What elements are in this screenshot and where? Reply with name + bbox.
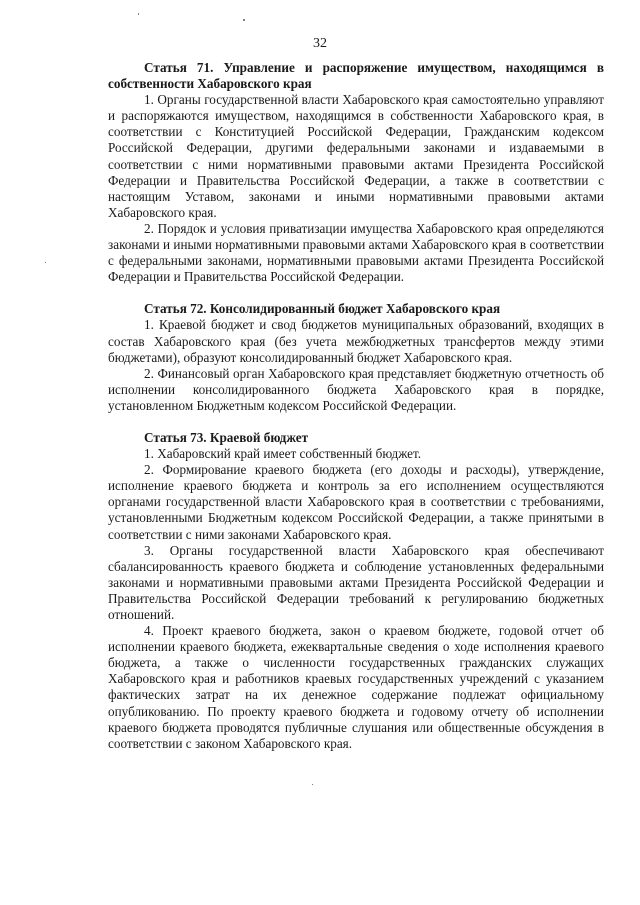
- article-73: [108, 430, 604, 752]
- paragraph: 1. Краевой бюджет и свод бюджетов муниципальных образований, входящих в состав Хабаровского края (без учета межбюджетных трансфертов между этими бюджетами), образуют консолидированный бюджет Хабаровского края.: [108, 317, 604, 365]
- article-71: [108, 60, 604, 285]
- paragraph: 4. Проект краевого бюджета, закон о краевом бюджете, годовой отчет об исполнении краевого бюджета, ежеквартальные сведения о ходе исполнения краевого бюджета, а также о численности государственных гражданских служащих Хабаровского края и работников краевых государственных учреждений с указанием фактических затрат на их денежное содержание подлежат официальному опубликованию. По проекту краевого бюджета и годовому отчету об исполнении краевого бюджета проводятся публичные слушания или общественные обсуждения в соответствии с законом Хабаровского края.: [108, 623, 604, 751]
- page-number: 32: [313, 36, 327, 51]
- paragraph: 1. Хабаровский край имеет собственный бюджет.: [144, 446, 422, 462]
- scan-speck: [312, 784, 313, 785]
- scan-speck: [138, 13, 139, 15]
- paragraph: 1. Органы государственной власти Хабаровского края самостоятельно управляют и распоряжаются имуществом, находящимся в собственности Хабаровского края, в соответствии с Конституцией Российской Федерации, Гражданским кодексом Российской Федерации, другими федеральными законами и издаваемыми в соответствии с ними нормативными правовыми актами Президента Российской Федерации и Правительства Российской Федерации, а также в соответствии с настоящим Уставом, законами и иными нормативными правовыми актами Хабаровского края.: [108, 92, 604, 220]
- paragraph: 3. Органы государственной власти Хабаровского края обеспечивают сбалансированность краевого бюджета и соблюдение установленных федеральными законами и нормативными правовыми актами Президента Российской Федерации и Правительства Российской Федерации требований к регулированию бюджетных отношений.: [108, 542, 604, 622]
- section-gap: [108, 285, 604, 301]
- document-body: [108, 60, 604, 752]
- scan-speck: [45, 262, 46, 263]
- scan-speck: [243, 19, 245, 21]
- article-title: Статья 73. Краевой бюджет: [144, 429, 309, 445]
- section-gap: [108, 414, 604, 430]
- article-72: [108, 301, 604, 414]
- article-title: Статья 72. Консолидированный бюджет Хабаровского края: [144, 301, 501, 317]
- paragraph: 2. Формирование краевого бюджета (его доходы и расходы), утверждение, исполнение краевого бюджета и контроль за его исполнением осуществляются органами государственной власти Хабаровского края в соответствии с требованиями, установленными Бюджетным кодексом Российской Федерации, а также принятыми в соответствии с ними законами Хабаровского края.: [108, 462, 604, 542]
- paragraph: 2. Финансовый орган Хабаровского края представляет бюджетную отчетность об исполнении консолидированного бюджета Хабаровского края в порядке, установленном Бюджетным кодексом Российской Федерации.: [108, 365, 604, 413]
- article-title: Статья 71. Управление и распоряжение имуществом, находящимся в собственности Хабаровского края: [108, 60, 604, 92]
- paragraph: 2. Порядок и условия приватизации имущества Хабаровского края определяются законами и иными нормативными правовыми актами Хабаровского края в соответствии с федеральными законами, нормативными правовыми актами Президента Российской Федерации и Правительства Российской Федерации.: [108, 220, 604, 285]
